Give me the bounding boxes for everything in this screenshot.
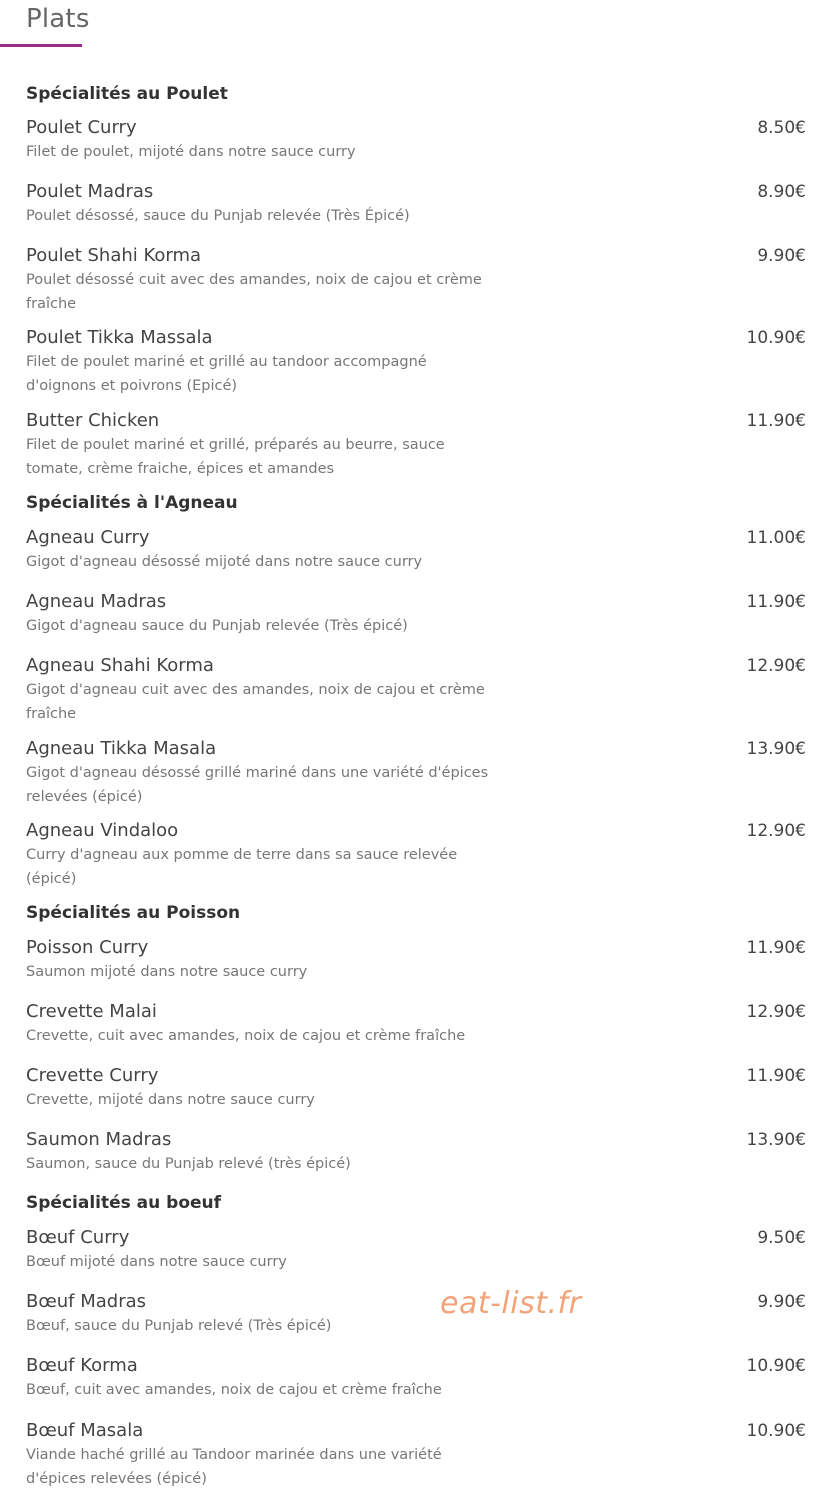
item-name: Agneau Curry [26,527,150,548]
item-description: Gigot d'agneau désossé mijoté dans notre sauce curry [26,554,423,570]
item-name: Bœuf Madras [26,1291,147,1312]
item-price: 12.90€ [746,656,806,676]
item-price: 10.90€ [746,1421,806,1441]
item-price: 8.50€ [757,118,806,138]
item-description: Gigot d'agneau sauce du Punjab relevée (Très épicé) [26,618,408,634]
item-description: Poulet désossé, sauce du Punjab relevée (Très Épicé) [26,208,410,224]
page-title: Plats [26,4,90,34]
title-underline [0,44,82,47]
item-price: 8.90€ [757,182,806,202]
item-price: 10.90€ [746,328,806,348]
item-price: 11.90€ [746,592,806,612]
item-name: Crevette Malai [26,1001,157,1022]
item-name: Crevette Curry [26,1065,159,1086]
item-price: 9.90€ [757,1292,806,1312]
item-description: Filet de poulet, mijoté dans notre sauce curry [26,144,356,160]
item-name: Saumon Madras [26,1129,172,1150]
item-price: 12.90€ [746,1002,806,1022]
item-description: Viande haché grillé au Tandoor marinée dans une variété d'épices relevées (épicé) [26,1447,442,1487]
item-name: Bœuf Korma [26,1355,138,1376]
item-price: 11.90€ [746,411,806,431]
section-title: Spécialités au boeuf [26,1193,222,1213]
item-name: Agneau Madras [26,591,167,612]
watermark: eat-list.fr [440,1286,582,1321]
item-price: 10.90€ [746,1356,806,1376]
item-price: 13.90€ [746,1130,806,1150]
item-name: Bœuf Curry [26,1227,130,1248]
item-price: 11.90€ [746,938,806,958]
item-price: 9.50€ [757,1228,806,1248]
item-description: Poulet désossé cuit avec des amandes, noix de cajou et crème fraîche [26,272,482,312]
item-name: Agneau Shahi Korma [26,655,214,676]
item-price: 11.90€ [746,1066,806,1086]
item-description: Saumon mijoté dans notre sauce curry [26,964,308,980]
item-description: Crevette, mijoté dans notre sauce curry [26,1092,315,1108]
item-name: Poisson Curry [26,937,149,958]
item-name: Bœuf Masala [26,1420,144,1441]
item-price: 11.00€ [746,528,806,548]
item-price: 9.90€ [757,246,806,266]
item-description: Bœuf mijoté dans notre sauce curry [26,1254,287,1270]
item-description: Curry d'agneau aux pomme de terre dans sa sauce relevée (épicé) [26,847,458,887]
section-title: Spécialités au Poulet [26,84,228,104]
item-name: Agneau Tikka Masala [26,738,217,759]
item-price: 12.90€ [746,821,806,841]
item-description: Bœuf, cuit avec amandes, noix de cajou et crème fraîche [26,1382,442,1398]
item-description: Filet de poulet mariné et grillé au tandoor accompagné d'oignons et poivrons (Epicé) [26,354,427,394]
item-name: Agneau Vindaloo [26,820,179,841]
item-description: Bœuf, sauce du Punjab relevé (Très épicé) [26,1318,332,1334]
item-description: Gigot d'agneau désossé grillé mariné dans une variété d'épices relevées (épicé) [26,765,489,805]
item-description: Gigot d'agneau cuit avec des amandes, noix de cajou et crème fraîche [26,682,485,722]
item-name: Butter Chicken [26,410,160,431]
section-title: Spécialités au Poisson [26,903,241,923]
item-name: Poulet Shahi Korma [26,245,202,266]
item-price: 13.90€ [746,739,806,759]
item-name: Poulet Tikka Massala [26,327,213,348]
section-title: Spécialités à l'Agneau [26,493,238,513]
item-description: Crevette, cuit avec amandes, noix de cajou et crème fraîche [26,1028,466,1044]
item-description: Saumon, sauce du Punjab relevé (très épicé) [26,1156,351,1172]
item-description: Filet de poulet mariné et grillé, préparés au beurre, sauce tomate, crème fraiche, épices et amandes [26,437,445,477]
item-name: Poulet Curry [26,117,137,138]
item-name: Poulet Madras [26,181,154,202]
